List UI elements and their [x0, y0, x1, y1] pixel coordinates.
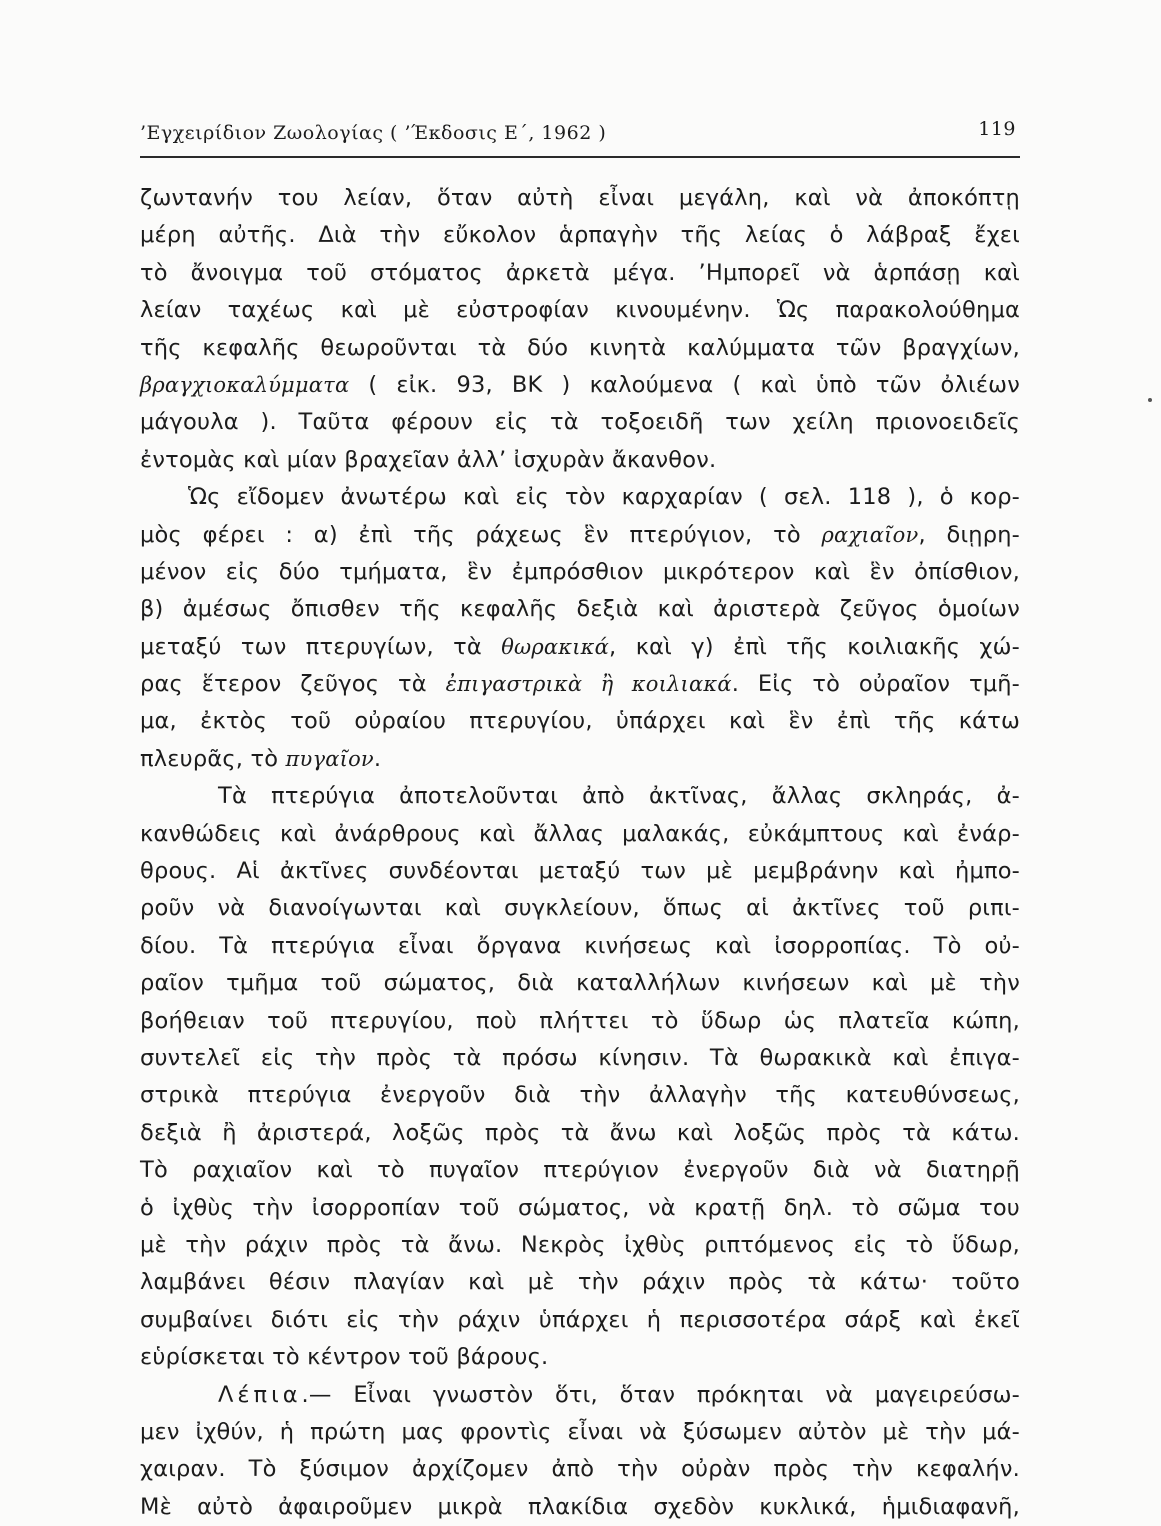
- text-line: μὲ τὴν ράχιν πρὸς τὰ ἄνω. Νεκρὸς ἰχθὺς ριπτόμενος εἰς τὸ ὕδωρ,: [140, 1231, 1020, 1258]
- text-line: ζωντανήν του λείαν, ὅταν αὐτὴ εἶναι μεγάλη, καὶ νὰ ἀποκόπτῃ: [140, 185, 1020, 211]
- text-run: πλευρᾶς, τὸ: [140, 745, 286, 772]
- text-line: μεν ἰχθύν, ἡ πρώτη μας φροντὶς εἶναι νὰ ξύσωμεν αὐτὸν μὲ τὴν μά-: [140, 1418, 1020, 1445]
- text-line: κανθώδεις καὶ ἀνάρθρους καὶ ἄλλας μαλακάς, εὐκάμπτους καὶ ἐνάρ-: [140, 820, 1020, 847]
- text-line: μέρη αὐτῆς. Διὰ τὴν εὔκολον ἁρπαγὴν τῆς λείας ὁ λάβραξ ἔχει: [140, 222, 1020, 249]
- text-line: τὸ ἄνοιγμα τοῦ στόματος ἀρκετὰ μέγα. ’Ημπορεῖ νὰ ἁρπάσῃ καὶ: [140, 259, 1020, 286]
- text-line: [140, 517, 1020, 554]
- text-line: ροῦν νὰ διανοίγωνται καὶ συγκλείουν, ὅπως αἱ ἀκτῖνες τοῦ ριπι-: [140, 895, 1020, 922]
- text-line: στρικὰ πτερύγια ἐνεργοῦν διὰ τὴν ἀλλαγὴν τῆς κατευθύνσεως,: [140, 1082, 1020, 1109]
- text-line: β) ἀμέσως ὄπισθεν τῆς κεφαλῆς δεξιὰ καὶ ἀριστερὰ ζεῦγος ὁμοίων: [140, 596, 1020, 623]
- text-line: λαμβάνει θέσιν πλαγίαν καὶ μὲ τὴν ράχιν πρὸς τὰ κάτω· τοῦτο: [140, 1269, 1020, 1296]
- text-line: [140, 666, 1020, 703]
- text-line: ραῖον τμῆμα τοῦ σώματος, διὰ καταλλήλων κινήσεων καὶ μὲ τὴν: [140, 970, 1020, 997]
- text-line: ἐντομὰς καὶ μίαν βραχεῖαν ἀλλ’ ἰσχυρὰν ἄκανθον.: [140, 446, 717, 473]
- section-heading: Λέπια: [218, 1381, 302, 1408]
- text-line: Τὸ ραχιαῖον καὶ τὸ πυγαῖον πτερύγιον ἐνεργοῦν διὰ νὰ διατηρῇ: [140, 1157, 1020, 1184]
- term-italic: βραγχιοκαλύμματα: [140, 372, 350, 397]
- margin-mark: [1148, 398, 1152, 402]
- term-italic: πυγαῖον: [285, 746, 374, 771]
- text-line: μένον εἰς δύο τμήματα, ἓν ἐμπρόσθιον μικρότερον καὶ ἓν ὀπίσθιον,: [140, 558, 1020, 585]
- header-rule: [140, 156, 1020, 158]
- text-line: βοήθειαν τοῦ πτερυγίου, ποὺ πλήττει τὸ ὕδωρ ὡς πλατεῖα κώπη,: [140, 1007, 1020, 1034]
- text-run: ρας ἕτερον ζεῦγος τὰ: [140, 671, 446, 698]
- text-line: Μὲ αὐτὸ ἀφαιροῦμεν μικρὰ πλακίδια σχεδὸν κυκλικά, ἡμιδιαφανῆ,: [140, 1493, 1020, 1520]
- text-line: Ὡς εἴδομεν ἀνωτέρω καὶ εἰς τὸν καρχαρίαν ( σελ. 118 ), ὁ κορ-: [188, 484, 1020, 511]
- term-italic: ραχιαῖον: [821, 522, 919, 547]
- text-line: [140, 629, 1020, 666]
- page-number: 119: [978, 118, 1016, 140]
- text-run: . Εἰς τὸ οὐραῖον τμῆ-: [731, 671, 1020, 698]
- text-line: δίου. Τὰ πτερύγια εἶναι ὄργανα κινήσεως καὶ ἰσορροπίας. Τὸ οὐ-: [140, 932, 1020, 959]
- text-line: χαιραν. Τὸ ξύσιμον ἀρχίζομεν ἀπὸ τὴν οὐρὰν πρὸς τὴν κεφαλήν.: [140, 1456, 1020, 1483]
- term-italic: θωρακικά: [501, 634, 610, 659]
- text-line: λείαν ταχέως καὶ μὲ εὐστροφίαν κινουμένην. Ὡς παρακολούθημα: [140, 297, 1020, 324]
- text-line: [140, 1377, 1020, 1414]
- text-run: ( εἰκ. 93, ΒΚ ) καλούμενα ( καὶ ὑπὸ τῶν ὀλιέων: [349, 371, 1020, 398]
- header-title: ’Εγχειρίδιον Ζωολογίας ( ’Έκδοσις Ε΄, 1962 ): [140, 122, 607, 144]
- text-line: ὁ ἰχθὺς τὴν ἰσορροπίαν τοῦ σώματος, νὰ κρατῇ δηλ. τὸ σῶμα του: [140, 1194, 1020, 1221]
- text-line: [140, 741, 1020, 778]
- text-line: συμβαίνει διότι εἰς τὴν ράχιν ὑπάρχει ἡ περισσοτέρα σάρξ καὶ ἐκεῖ: [140, 1306, 1020, 1333]
- text-line: μα, ἐκτὸς τοῦ οὐραίου πτερυγίου, ὑπάρχει καὶ ἓν ἐπὶ τῆς κάτω: [140, 708, 1020, 735]
- text-line: μάγουλα ). Ταῦτα φέρουν εἰς τὰ τοξοειδῆ των χείλη πριονοειδεῖς: [140, 409, 1020, 436]
- text-line: εὑρίσκεται τὸ κέντρον τοῦ βάρους.: [140, 1344, 549, 1371]
- text-run: .— Εἶναι γνωστὸν ὅτι, ὅταν πρόκηται νὰ μαγειρεύσω-: [301, 1381, 1020, 1408]
- term-italic: ἐπιγαστρικὰ ἢ κοιλιακά: [445, 672, 732, 697]
- text-line: δεξιὰ ἢ ἀριστερά, λοξῶς πρὸς τὰ ἄνω καὶ λοξῶς πρὸς τὰ κάτω.: [140, 1119, 1020, 1146]
- text-line: θρους. Αἱ ἀκτῖνες συνδέονται μεταξύ των μὲ μεμβράνην καὶ ἠμπο-: [140, 858, 1020, 885]
- text-run: , καὶ γ) ἐπὶ τῆς κοιλιακῆς χώ-: [609, 633, 1020, 660]
- text-line: Τὰ πτερύγια ἀποτελοῦνται ἀπὸ ἀκτῖνας, ἄλλας σκληράς, ἀ-: [218, 783, 1020, 810]
- body-text: [140, 180, 1020, 1526]
- running-header: [140, 118, 1020, 158]
- text-run: , διῃρη-: [918, 521, 1020, 548]
- text-line: συντελεῖ εἰς τὴν πρὸς τὰ πρόσω κίνησιν. Τὰ θωρακικὰ καὶ ἐπιγα-: [140, 1044, 1020, 1071]
- text-run: .: [373, 745, 382, 772]
- text-line: [140, 367, 1020, 404]
- text-run: μεταξύ των πτερυγίων, τὰ: [140, 633, 502, 660]
- text-line: τῆς κεφαλῆς θεωροῦνται τὰ δύο κινητὰ καλύμματα τῶν βραγχίων,: [140, 334, 1020, 361]
- text-run: μὸς φέρει : α) ἐπὶ τῆς ράχεως ἓν πτερύγιον, τὸ: [140, 521, 822, 548]
